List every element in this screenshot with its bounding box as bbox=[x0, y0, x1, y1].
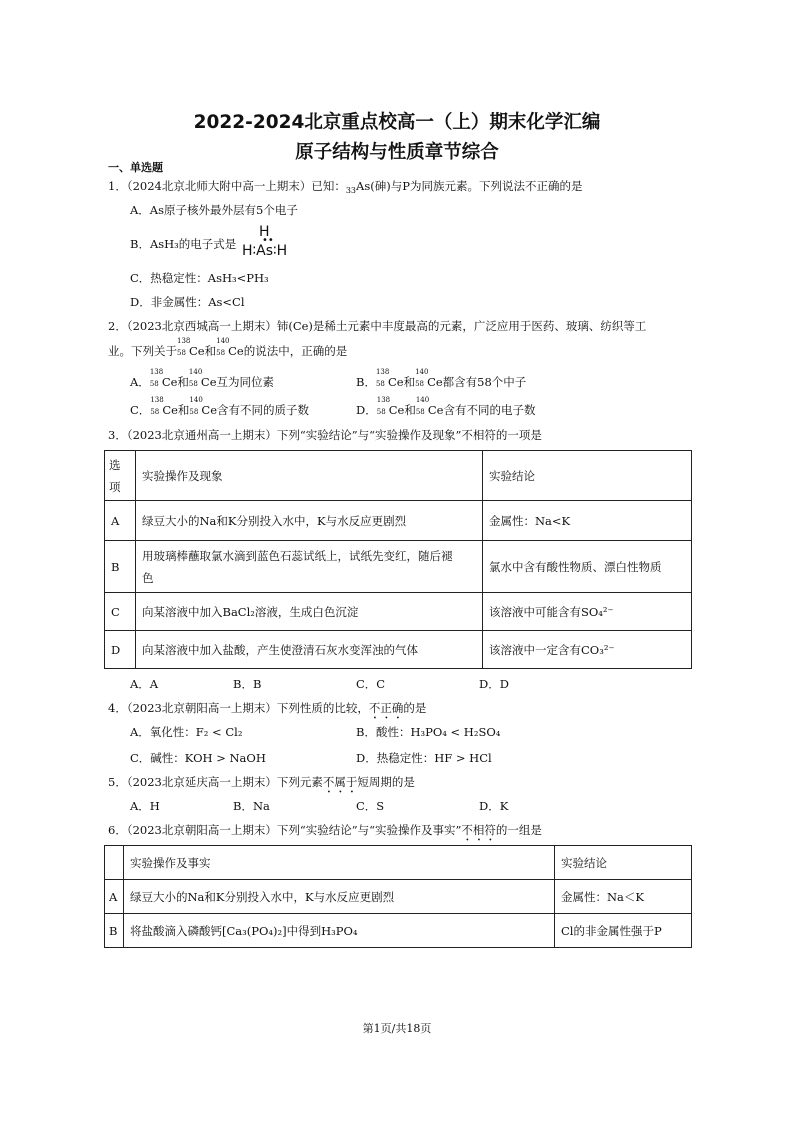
question-2-line-1: 2．（2023北京西城高一上期末）铈(Ce)是稀土元素中丰度最高的元素，广泛应用于医药、玻璃、纺织等工 bbox=[108, 319, 647, 333]
table-row bbox=[105, 914, 692, 948]
q3-option-a[interactable]: A．A bbox=[130, 677, 159, 691]
table-row bbox=[105, 880, 692, 914]
table-cell: A bbox=[105, 501, 136, 541]
table-header-cell: 实验操作及现象 bbox=[136, 451, 483, 501]
question-3-stem: 3．（2023北京通州高一上期末）下列“实验结论”与“实验操作及现象”不相符的一项是 bbox=[108, 428, 542, 442]
nuclide-ce140: 140 58 Ce bbox=[216, 337, 244, 358]
table-row bbox=[105, 593, 692, 631]
q1-option-b[interactable]: B．AsH₃的电子式是 bbox=[130, 237, 237, 251]
q1-option-c[interactable]: C．热稳定性：AsH₃<PH₃ bbox=[130, 271, 269, 285]
table-cell: A bbox=[105, 880, 124, 914]
document-subtitle: 原子结构与性质章节综合 bbox=[295, 142, 499, 163]
table-row bbox=[105, 631, 692, 669]
q3-option-b[interactable]: B．B bbox=[233, 677, 262, 691]
table-cell: Cl的非金属性强于P bbox=[555, 914, 692, 948]
question-5-stem: 5．（2023北京延庆高一上期末）下列元素不属于短周期的是 bbox=[108, 775, 415, 789]
table-row bbox=[105, 501, 692, 541]
q6-table bbox=[104, 845, 692, 948]
table-cell: 氯水中含有酸性物质、漂白性物质 bbox=[483, 541, 692, 593]
q5-option-b[interactable]: B．Na bbox=[233, 799, 270, 813]
q1-option-a[interactable]: A．As原子核外最外层有5个电子 bbox=[130, 203, 298, 217]
q1-option-d[interactable]: D．非金属性：As<Cl bbox=[130, 295, 245, 309]
lewis-dots: •• bbox=[262, 235, 274, 246]
q3-table bbox=[104, 450, 692, 669]
table-cell: C bbox=[105, 593, 136, 631]
q2-option-c[interactable]: C． 138 58 Ce和 140 58 Ce含有不同的质子数 bbox=[130, 396, 310, 417]
table-cell: D bbox=[105, 631, 136, 669]
nuclide-ce138: 138 58 Ce bbox=[177, 337, 205, 358]
section-heading: 一、单选题 bbox=[108, 161, 163, 174]
q4-option-a[interactable]: A．氧化性：F₂ < Cl₂ bbox=[130, 725, 243, 739]
q5-option-a[interactable]: A．H bbox=[130, 799, 160, 813]
q3-option-d[interactable]: D．D bbox=[479, 677, 509, 691]
table-cell: 向某溶液中加入BaCl₂溶液，生成白色沉淀 bbox=[136, 593, 483, 631]
lewis-structure-asH3: H∶As∶H bbox=[242, 243, 288, 259]
table-cell: 绿豆大小的Na和K分别投入水中，K与水反应更剧烈 bbox=[124, 880, 555, 914]
table-cell: 绿豆大小的Na和K分别投入水中，K与水反应更剧烈 bbox=[136, 501, 483, 541]
q5-option-d[interactable]: D．K bbox=[479, 799, 509, 813]
question-2-line-2: 业。下列关于 138 58 Ce和 140 58 Ce的说法中，正确的是 bbox=[108, 337, 348, 358]
q2-option-b[interactable]: B． 138 58 Ce和 140 58 Ce都含有58个中子 bbox=[356, 368, 527, 389]
table-header-row bbox=[105, 451, 692, 501]
table-cell: 该溶液中一定含有CO₃²⁻ bbox=[483, 631, 692, 669]
question-1-stem: 1．（2024北京北师大附中高一上期末）已知：$_{33}$As(砷)与P为同族元素。下列说法不正确的是 bbox=[108, 179, 583, 195]
table-cell: 用玻璃棒蘸取氯水滴到蓝色石蕊试纸上，试纸先变红，随后褪 色 bbox=[136, 541, 483, 593]
table-header-cell: 实验操作及事实 bbox=[124, 846, 555, 880]
table-header-cell: 实验结论 bbox=[483, 451, 692, 501]
table-header-cell bbox=[105, 846, 124, 880]
table-header-cell: 选 项 bbox=[105, 451, 136, 501]
table-row bbox=[105, 541, 692, 593]
document-title: 2022-2024北京重点校高一（上）期末化学汇编 bbox=[193, 112, 601, 133]
lewis-h-top: H bbox=[259, 224, 270, 240]
table-cell: 将盐酸滴入磷酸钙[Ca₃(PO₄)₂]中得到H₃PO₄ bbox=[124, 914, 555, 948]
table-cell: B bbox=[105, 541, 136, 593]
table-cell: 金属性：Na<K bbox=[483, 501, 692, 541]
q4-option-d[interactable]: D．热稳定性：HF > HCl bbox=[356, 751, 492, 765]
q3-option-c[interactable]: C．C bbox=[356, 677, 386, 691]
q4-option-c[interactable]: C．碱性：KOH > NaOH bbox=[130, 751, 266, 765]
table-cell: B bbox=[105, 914, 124, 948]
table-header-row bbox=[105, 846, 692, 880]
q2-option-d[interactable]: D． 138 58 Ce和 140 58 Ce含有不同的电子数 bbox=[356, 396, 536, 417]
q5-option-c[interactable]: C．S bbox=[356, 799, 385, 813]
table-cell: 向某溶液中加入盐酸，产生使澄清石灰水变浑浊的气体 bbox=[136, 631, 483, 669]
page-footer: 第1页/共18页 bbox=[362, 1022, 432, 1035]
q4-option-b[interactable]: B．酸性：H₃PO₄ < H₂SO₄ bbox=[356, 725, 501, 739]
q2-option-a[interactable]: A． 138 58 Ce和 140 58 Ce互为同位素 bbox=[130, 368, 275, 389]
table-cell: 该溶液中可能含有SO₄²⁻ bbox=[483, 593, 692, 631]
table-header-cell: 实验结论 bbox=[555, 846, 692, 880]
question-6-stem: 6．（2023北京朝阳高一上期末）下列“实验结论”与“实验操作及事实”不相符的一组是 bbox=[108, 823, 542, 837]
table-cell: 金属性：Na＜K bbox=[555, 880, 692, 914]
question-4-stem: 4．（2023北京朝阳高一上期末）下列性质的比较，不正确的是 bbox=[108, 701, 427, 715]
